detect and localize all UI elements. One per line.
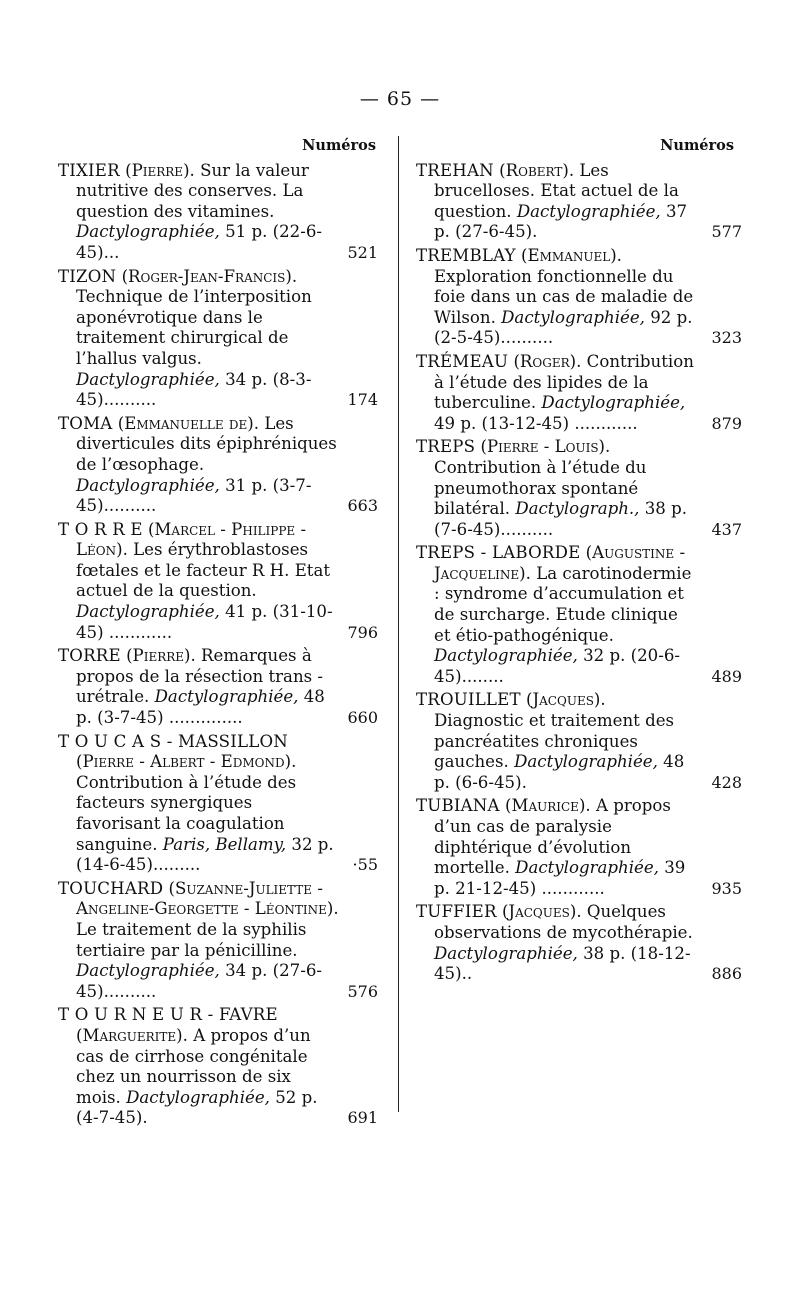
entry-author: T O U R N E U R - FAVRE	[58, 1005, 278, 1025]
entry-text	[58, 267, 378, 411]
entry-author: TREMBLAY	[416, 245, 516, 265]
entry-firstname: (Marcel - Philippe - Léon).	[76, 519, 307, 560]
index-entry	[58, 646, 378, 728]
entry-journal: Dactylographiée,	[516, 201, 661, 221]
entry-body: A propos d’un cas de cirrhose congénitale chez un nourrisson de six mois.	[76, 1025, 311, 1107]
entry-pages-date: 48 p. (6-6-45).	[434, 752, 685, 792]
index-entry	[58, 1005, 378, 1129]
entry-number: 577	[711, 222, 742, 242]
entry-text	[416, 161, 736, 243]
entry-text	[416, 902, 736, 984]
entry-body: Diagnostic et traitement des pancréatites chroniques gauches.	[434, 711, 675, 772]
entry-text	[58, 520, 378, 644]
entry-pages-date: 38 p. (18-12-45)..	[434, 943, 691, 984]
entry-firstname: (Roger).	[513, 351, 582, 371]
entry-text	[58, 879, 378, 1003]
entry-journal: Dactylographiée,	[515, 858, 659, 878]
left-column-header: Numéros	[302, 137, 376, 154]
entry-firstname: (Pierre - Louis).	[480, 437, 611, 457]
entry-author: TRÉMEAU	[416, 351, 509, 371]
entry-pages-date: 31 p. (3-7-45)..........	[76, 475, 312, 516]
entry-author: TUBIANA	[416, 796, 500, 816]
entry-body: Contribution à l’étude des facteurs synergiques favorisant la coagulation sanguine.	[76, 772, 297, 854]
entry-author: TREHAN	[416, 160, 494, 180]
entry-number: ·55	[352, 855, 378, 875]
entry-firstname: (Jacques).	[501, 902, 582, 922]
entry-author: TOUCHARD	[58, 878, 164, 898]
entry-number: 576	[347, 981, 378, 1001]
entry-author: T O U C A S - MASSILLON	[58, 731, 288, 751]
entry-number: 691	[347, 1108, 378, 1128]
entry-author: TIZON	[58, 266, 117, 286]
entry-body: La carotinodermie : syndrome d’accumulation et de surcharge. Etude clinique et étio-pathogénique.	[434, 563, 692, 645]
entry-journal: Dactylographiée,	[501, 307, 645, 327]
entry-body: Exploration fonctionnelle du foie dans un cas de maladie de Wilson.	[434, 266, 694, 327]
entry-journal: Dactylographiée,	[434, 943, 578, 963]
entry-author: T O R R E	[58, 519, 143, 539]
index-entry	[416, 245, 742, 349]
entry-firstname: (Pierre).	[126, 646, 196, 666]
entry-firstname: (Jacques).	[526, 690, 606, 710]
entry-pages-date: 52 p. (4-7-45).	[76, 1087, 318, 1128]
entry-firstname: (Maurice).	[504, 796, 591, 816]
entry-number: 935	[711, 878, 742, 898]
index-entry	[58, 414, 378, 517]
entry-firstname: (Emmanuelle de).	[117, 413, 260, 433]
entry-firstname: (Marguerite).	[76, 1025, 188, 1045]
entry-journal: Dactylographiée,	[76, 961, 220, 981]
entry-body: Les diverticules dits épiphréniques de l’œsophage.	[76, 413, 337, 474]
right-column	[416, 136, 742, 988]
entry-author: TREPS - LABORDE	[416, 543, 581, 563]
entry-number: 521	[347, 242, 378, 262]
entry-journal: Dactylograph.,	[515, 499, 640, 519]
entry-body: Les érythroblastoses fœtales et le facteur R H. Etat actuel de la question.	[76, 540, 331, 601]
entry-journal: Dactylographiée,	[76, 475, 220, 495]
entry-text	[416, 246, 736, 349]
left-entry-list	[58, 161, 378, 1129]
entry-pages-date: 92 p. (2-5-45)..........	[434, 307, 693, 348]
entry-number: 886	[711, 964, 742, 984]
index-entry	[416, 902, 742, 984]
entry-journal: Dactylographiée,	[126, 1087, 270, 1107]
entry-body: Sur la valeur nutritive des conserves. La question des vitamines.	[76, 160, 309, 221]
entry-journal: Paris, Bellamy,	[162, 834, 287, 854]
entry-pages-date: 34 p. (8-3-45)..........	[76, 369, 312, 410]
entry-body: Technique de l’interposition aponévrotique dans le traitement chirurgical de l’hallus valgus.	[76, 287, 312, 368]
entry-number: 796	[347, 622, 378, 642]
index-entry	[416, 437, 742, 540]
entry-text	[58, 646, 378, 728]
entry-body: A propos d’un cas de paralysie diphtérique d’évolution mortelle.	[434, 796, 671, 878]
entry-pages-date: 37 p. (27-6-45).	[434, 201, 688, 242]
entry-firstname: (Roger-Jean-Francis).	[121, 266, 298, 286]
entry-pages-date: 34 p. (27-6-45)..........	[76, 961, 323, 1001]
entry-author: TOMA	[58, 413, 113, 433]
entry-number: 437	[711, 519, 742, 539]
entry-body: Remarques à propos de la résection trans - urétrale.	[76, 646, 324, 707]
entry-author: TIXIER	[58, 160, 120, 180]
entry-text	[416, 690, 736, 793]
index-entry	[58, 879, 378, 1003]
entry-text	[58, 414, 378, 517]
entry-number: 428	[711, 772, 742, 792]
entry-pages-date: 39 p. 21-12-45) ............	[434, 858, 686, 898]
entry-firstname: (Pierre - Albert - Edmond).	[76, 752, 297, 772]
entry-pages-date: 51 p. (22-6-45)...	[76, 222, 323, 262]
entry-number: 660	[347, 708, 378, 728]
entry-text	[58, 161, 378, 264]
entry-number: 879	[711, 413, 742, 433]
page-number: — 65 —	[359, 88, 441, 110]
entry-journal: Dactylographiée,	[154, 687, 299, 707]
entry-firstname: (Augustine - Jacqueline).	[434, 543, 686, 583]
entry-journal: Dactylographiée,	[434, 646, 578, 666]
index-entry	[58, 520, 378, 644]
entry-pages-date: 32 p. (20-6-45)........	[434, 646, 681, 686]
entry-journal: Dactylographiée,	[76, 222, 220, 242]
index-entry	[58, 267, 378, 411]
entry-number: 489	[711, 666, 742, 686]
column-divider	[398, 136, 399, 1112]
index-entry	[416, 543, 742, 687]
entry-firstname: (Suzanne-Juliette - Angeline-Georgette - Léontine).	[76, 878, 339, 919]
entry-body: Les brucelloses. Etat actuel de la question.	[434, 160, 679, 221]
entry-body: Le traitement de la syphilis tertiaire par la pénicilline.	[76, 919, 307, 960]
right-column-header: Numéros	[660, 137, 734, 154]
right-entry-list	[416, 160, 742, 985]
index-entry	[58, 732, 378, 876]
entry-firstname: (Emmanuel).	[521, 245, 622, 265]
entry-author: TUFFIER	[416, 902, 497, 922]
index-entry	[416, 351, 742, 434]
entry-pages-date: 41 p. (31-10-45) ............	[76, 602, 333, 642]
entry-author: TROUILLET	[416, 690, 521, 710]
index-entry	[416, 160, 742, 243]
entry-text	[416, 796, 736, 899]
entry-text	[58, 1005, 378, 1129]
entry-text	[416, 437, 736, 540]
entry-pages-date: 49 p. (13-12-45) ............	[434, 413, 638, 433]
entry-pages-date: 48 p. (3-7-45) ..............	[76, 687, 325, 728]
entry-body: Quelques observations de mycothérapie.	[434, 902, 693, 942]
entry-number: 323	[711, 328, 742, 348]
entry-text	[416, 543, 736, 687]
index-entry	[416, 690, 742, 793]
entry-author: TORRE	[58, 646, 121, 666]
index-entry	[416, 796, 742, 899]
entry-journal: Dactylographiée,	[76, 369, 220, 389]
entry-text	[58, 732, 378, 876]
entry-pages-date: 38 p. (7-6-45)..........	[434, 499, 688, 539]
entry-journal: Dactylographiée,	[76, 602, 220, 622]
entry-number: 663	[347, 496, 378, 516]
index-entry	[58, 161, 378, 264]
entry-journal: Dactylographiée,	[514, 752, 658, 772]
entry-author: TREPS	[416, 437, 476, 457]
left-column	[58, 136, 378, 1132]
entry-body: Contribution à l’étude des lipides de la tuberculine.	[434, 351, 694, 413]
entry-firstname: (Robert).	[499, 160, 575, 180]
entry-text	[416, 352, 736, 434]
entry-pages-date: 32 p. (14-6-45).........	[76, 834, 334, 875]
entry-firstname: (Pierre).	[125, 160, 195, 180]
entry-journal: Dactylographiée,	[541, 393, 686, 413]
entry-number: 174	[347, 390, 378, 410]
entry-body: Contribution à l’étude du pneumothorax spontané bilatéral.	[434, 457, 647, 519]
